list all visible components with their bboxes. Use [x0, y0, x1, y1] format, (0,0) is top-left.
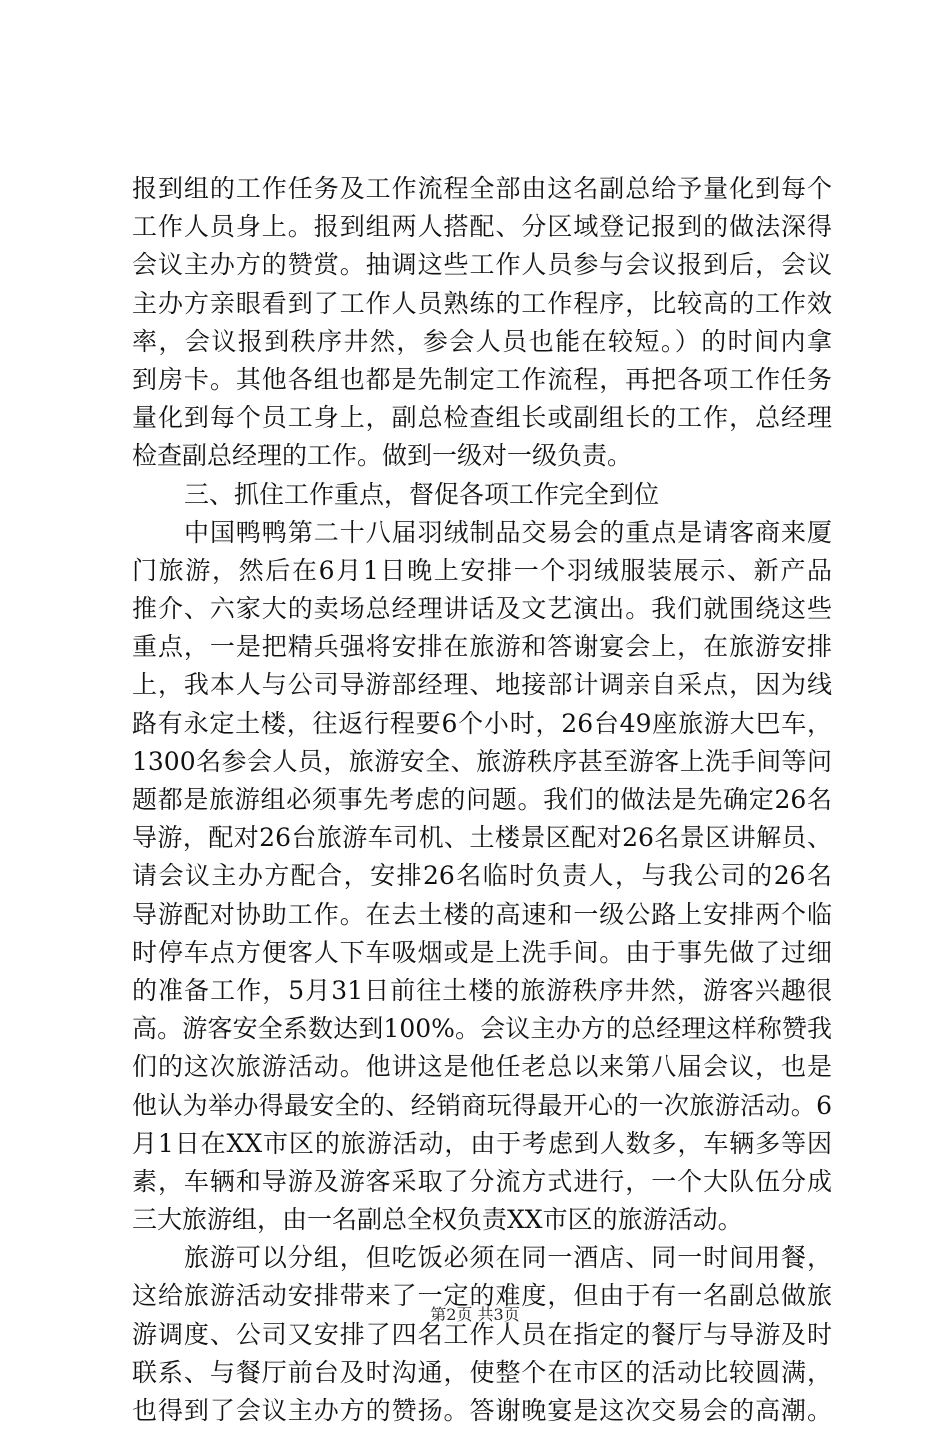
text-line: 主办方亲眼看到了工作人员熟练的工作程序，比较高的工作效: [132, 288, 832, 318]
text-line: 推介、六家大的卖场总经理讲话及文艺演出。我们就围绕这些: [132, 594, 832, 624]
text-line: 检查副总经理的工作。做到一级对一级负责。: [132, 441, 633, 471]
text-line: 重点，一是把精兵强将安排在旅游和答谢宴会上，在旅游安排: [132, 632, 832, 662]
text-line: 工作人员身上。报到组两人搭配、分区域登记报到的做法深得: [132, 212, 832, 242]
text-line: 题都是旅游组必须事先考虑的问题。我们的做法是先确定26名: [132, 785, 832, 814]
text-line: 月1日在XX市区的旅游活动，由于考虑到人数多，车辆多等因: [132, 1128, 832, 1158]
paragraph-first-line: 中国鸭鸭第二十八届羽绒制品交易会的重点是请客商来厦: [184, 517, 832, 547]
text-line: 导游，配对26台旅游车司机、土楼景区配对26名景区讲解员、: [132, 823, 832, 853]
text-line: 素，车辆和导游及游客采取了分流方式进行，一个大队伍分成: [132, 1166, 832, 1196]
text-line: 高。游客安全系数达到100%。会议主办方的总经理这样称赞我: [132, 1014, 832, 1044]
text-line: 联系、与餐厅前台及时沟通，使整个在市区的活动比较圆满，: [132, 1357, 832, 1387]
text-line: 上，我本人与公司导游部经理、地接部计调亲自采点，因为线: [132, 670, 832, 700]
text-line: 他认为举办得最安全的、经销商玩得最开心的一次旅游活动。6: [132, 1090, 832, 1120]
text-line: 们的这次旅游活动。他讲这是他任老总以来第八届会议，也是: [132, 1052, 832, 1082]
text-line: 请会议主办方配合，安排26名临时负责人，与我公司的26名: [132, 861, 832, 891]
text-line: 三大旅游组，由一名副总全权负责XX市区的旅游活动。: [132, 1205, 743, 1235]
text-line: 游调度、公司又安排了四名工作人员在指定的餐厅与导游及时: [132, 1319, 832, 1349]
text-line: 门旅游，然后在6月1日晚上安排一个羽绒服装展示、新产品: [132, 555, 832, 585]
text-line: 也得到了会议主办方的赞扬。答谢晚宴是这次交易会的高潮。: [132, 1396, 832, 1425]
text-line: 路有永定土楼，往返行程要6个小时，26台49座旅游大巴车，: [132, 708, 832, 738]
text-line: 报到组的工作任务及工作流程全部由这名副总给予量化到每个: [132, 174, 832, 203]
text-line: 时停车点方便客人下车吸烟或是上洗手间。由于事先做了过细: [132, 937, 832, 967]
text-line: 到房卡。其他各组也都是先制定工作流程，再把各项工作任务: [132, 364, 832, 394]
paragraph-first-line: 旅游可以分组，但吃饭必须在同一酒店、同一时间用餐，: [184, 1243, 832, 1273]
paragraph-first-line: 三、抓住工作重点，督促各项工作完全到位: [184, 479, 660, 509]
text-line: 这给旅游活动安排带来了一定的难度，但由于有一名副总做旅: [132, 1281, 832, 1311]
text-line: 1300名参会人员，旅游安全、旅游秩序甚至游客上洗手间等问: [132, 746, 832, 776]
text-line: 的准备工作，5月31日前往土楼的旅游秩序井然，游客兴趣很: [132, 975, 832, 1005]
text-line: 导游配对协助工作。在去土楼的高速和一级公路上安排两个临: [132, 899, 832, 929]
page-footer: 第2页 共3页: [430, 1305, 520, 1324]
text-line: 量化到每个员工身上，副总检查组长或副组长的工作，总经理: [132, 403, 832, 433]
text-line: 会议主办方的赞赏。抽调这些工作人员参与会议报到后，会议: [132, 250, 832, 280]
text-line: 率，会议报到秩序井然，参会人员也能在较短。）的时间内拿: [132, 326, 832, 356]
document-body: [132, 170, 832, 1430]
